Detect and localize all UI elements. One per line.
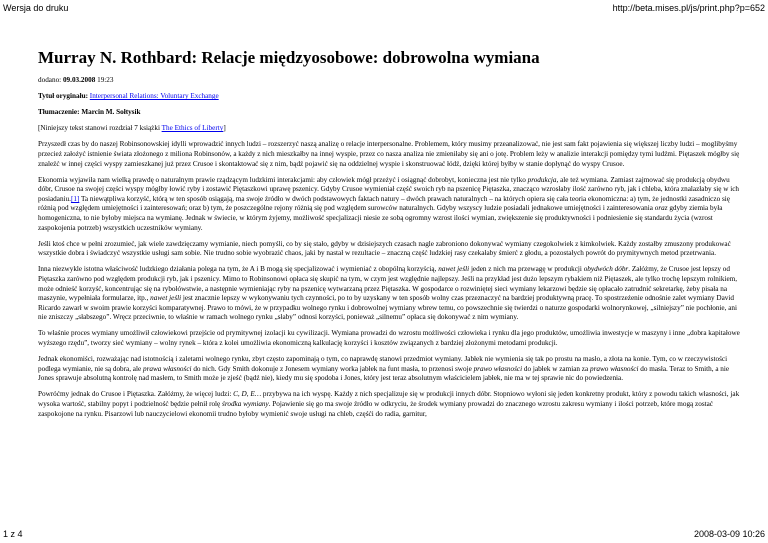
p2-emphasis-1: produkcja	[527, 175, 557, 184]
article-date	[38, 76, 740, 86]
source-note-prefix: [Niniejszy tekst stanowi rozdział 7 książki	[38, 124, 162, 133]
p2-text-b: , ale też wymiana. Zamiast zajmować się produkcją obydwu dóbr, Crusoe na swojej części wyspy mógłby łowić ryby i zostawić Piętaszkowi uprawę pszenicy. Gdyby Crusoe wymieniał część swoich ryb na pszenicę Piętaszka, znacząco wzrosłaby ilość zarówno ryb, jak i chleba, która znalazłaby się w ich posiadaniu.	[38, 175, 739, 203]
footnote-link-1[interactable]: [1]	[70, 194, 80, 203]
source-note-suffix: ]	[223, 124, 226, 133]
paragraph-5: To właśnie proces wymiany umożliwił człowiekowi przejście od prymitywnej izolacji ku cywilizacji. Wymiana prowadzi do wzrostu możliwości człowieka i rynku dla jego produktów, umożliwia inwestycje w maszyny i inne „dobra kapitałowe wyższego rzędu”, tworzy sieć wymiany – wolny rynek – która z kolei umożliwia ekonomiczną kalkulację korzyści i kosztów związanych z bardziej złożonymi metodami produkcji.	[38, 329, 740, 348]
added-date: 09.03.2008	[62, 76, 96, 84]
source-note	[38, 124, 740, 134]
p4-text-b: jeden z nich ma przewagę w produkcji	[469, 265, 584, 274]
print-timestamp: 2008-03-09 10:26	[693, 529, 765, 539]
p6-emphasis-1: prawa własności	[142, 364, 192, 373]
article	[38, 34, 740, 426]
p2-text-c: Ta niewątpliwa korzyść, którą w ten sposób osiągają, ma swoje źródło w dwóch podstawowych faktach natury – dwóch prawach naturalnych – na których opiera się cała teoria ekonomiczna: a) tym, że jednostki zasadniczo się różnią pod względem umiejętności i zainteresowań; oraz b) tym, że poszczególne rejony różnią się pod względem surowców naturalnych. Gdyby wszyscy ludzie posiadali jednakowe umiejętności i zainteresowania	[38, 194, 730, 213]
original-label: Tytuł oryginału:	[38, 92, 90, 101]
p6-text-d: do masła. Teraz to Smith, a nie Jones sprawuje absolutną kontrolę nad masłem, to Smith może je zjeść (bądź nie), kiedy mu się spodoba i Jones, który jest teraz absolutnym właścicielem jabłek, nie ma w tej sprawie nic do powiedzenia.	[38, 364, 730, 383]
p2-text-d: gdyby ziemia była homogeniczna, to nie byłoby miejsca na wymianę. Jednak w świecie, w którym żyjemy, możliwość specjalizacji niesie ze sobą ogromny wzrost ilości wymian, zwiększenie się produktywności i podniesienie się standardu życia (wzrost zaspokojenia potrzeb) wszystkich uczestników wymiany.	[38, 204, 723, 232]
paragraph-6	[38, 355, 740, 384]
p4-emphasis-3: nawet jeśli	[150, 294, 182, 303]
p6-emphasis-2: prawo własności	[473, 364, 523, 373]
p6-text-b: do nich. Gdy Smith dokonuje z Jonesem wymiany worka jabłek na funt masła, to przenosi swoje	[191, 364, 474, 373]
p4-text-c: . Załóżmy, że Crusoe jest lepszy od Piętaszka zarówno pod względem produkcji ryb, jak i pszenicy. Mimo to Robinsonowi opłaca się skupić na tym, w czym jest względnie najlepszy. Jeśli na przykład jest dużo lepszym rybakiem niż Piętaszek, ale tylko trochę lepszym rolnikiem, może odnieść korzyść, koncentrując się na rybołówstwie, a następnie wymieniając ryby na pszenicę wytwarzaną przez Piętaszka. W gospodarce o rozwiniętej sieci wymiany lekarzowi będzie się opłacało zatrudnić sekretarkę, żeby pisała na maszynie, wypełniała formularze, itp.,	[38, 265, 738, 303]
translator-line	[38, 108, 740, 118]
p6-text-a: Jednak ekonomiści, rozważając nad istotnością i zaletami wolnego rynku, zbyt często zapominają o tym, co naprawdę stanowi przedmiot wymiany. Jabłek nie wymienia się tak po prostu na masło, a złota na konie. Tym, co w rzeczywistości podlega wymianie, nie są dobra, ale	[38, 355, 728, 373]
p7-emphasis-2: środka wymiany	[222, 400, 269, 409]
print-header-url: http://beta.mises.pl/js/print.php?p=652	[612, 3, 765, 13]
p2-text-a: Ekonomia wyjawiła nam wielką prawdę o naturalnym prawie rządzącym ludzkimi interakcjami: aby człowiek mógł przeżyć i osiągnąć dobrobyt, konieczna jest nie tylko	[38, 175, 528, 184]
print-header-label: Wersja do druku	[3, 3, 69, 13]
book-link[interactable]: The Ethics of Liberty	[161, 124, 224, 133]
paragraph-2	[38, 176, 740, 234]
p6-emphasis-3: prawo własności	[589, 364, 639, 373]
p4-emphasis-2: obydwóch dóbr	[583, 265, 629, 274]
p4-text-a: Inna niezwykle istotna właściwość ludzkiego działania polega na tym, że A i B mogą się specjalizować i wymieniać z obopólną korzyścią,	[38, 265, 439, 274]
p7-text-c: . Pojawienie się go ma swoje źródło w odkryciu, że środek wymiany prowadzi do znacznego wzrostu zakresu wymiany i ilości potrzeb, które mogą zostać zaspokojone na rynku. Pisarzowi lub nauczycielowi ekonomii trudno byłoby wymienić swoje usługi na chleb, częśći do radia, garnitur,	[38, 400, 713, 418]
print-footer	[3, 529, 765, 541]
article-title: Murray N. Rothbard: Relacje międzyosobowe: dobrowolna wymiana	[38, 48, 540, 67]
paragraph-1: Przyszedł czas by do naszej Robinsonowskiej idylli wprowadzić innych ludzi – rozszerzyć naszą analizę o relacje interpersonalne. Problemem, który musimy przeanalizować, nie jest sam fakt pojawienia się większej liczby ludzi – moglibyśmy przecież założyć istnienie świata złożonego z miliona Robinsonów, a każdy z nich mieszkałby na innej wyspie, przez co nasza analiza nie zmieniłaby się ani o jotę. Problem leży w analizie interakcji pomiędzy tymi ludźmi. Piętaszek mógłby się znaleźć w innej części wyspy zamieszkanej już przez Crusoe i skontaktować się z nim, bądź pojawić się na oddzielnej wyspie i skonstruować łódź, dzięki której byłby w stanie dopłynąć do wyspy Crusoe.	[38, 140, 740, 168]
original-title-link[interactable]: Interpersonal Relations: Voluntary Exchange	[89, 92, 219, 101]
translator: Tłumaczenie: Marcin M. Sołtysik	[38, 108, 141, 117]
p4-text-d: jest znacznie lepszy w wykonywaniu tych czynności, po to by uzyskany w ten sposób wolny czas przeznaczyć na bardziej produktywną pracę. To spostrzeżenie odnośnie zalet wymiany David Ricardo zawarł w swoim prawie korzyści komparatywnej. Prawo to mówi, że w przypadku wolnego rynku i dobrowolnej wymiany wbrew temu, co powszechnie się twierdzi o naturze gospodarki wolnorynkowej, „silniejszy” nie pochłonie, ani nie zniszczy „słabszego”. Wręcz przeciwnie, to właśnie w ramach wolnego rynku „słaby” odnosi korzyści, ponieważ „silnemu” opłaca się dokonywać z nim wymiany.	[38, 294, 737, 322]
paragraph-4	[38, 265, 740, 323]
p7-text-b: przybywa na ich wyspę. Każdy z nich specjalizuje się w produkcji innych dóbr. Stopniowo wyłoni się jeden konkretny produkt, który z powodu takich własności, jak wysoka wartość, stabilny popyt i podzielność będzie pełnił rolę	[38, 390, 740, 409]
added-time: 19:23	[95, 76, 114, 84]
original-title-line	[38, 92, 740, 102]
p7-emphasis-1: C, D, E…	[233, 390, 262, 399]
p2-emphasis-2: oraz	[654, 204, 668, 213]
paragraph-3: Jeśli ktoś chce w pełni zrozumieć, jak wiele zawdzięczamy wymianie, niech pomyśli, co by się stało, gdyby w dzisiejszych czasach nagle zabroniono dokonywać wymiany czegokolwiek z kimkolwiek. Każdy zostałby zmuszony produkować wszystkie dobra i świadczyć wszystkie usługi sam sobie. Nie trudno sobie wyobrazić chaos, jaki by nastał w rezultacie – znaczną część ludzkiej rasy czekałaby śmierć z głodu, a pozostałych powrót do prymitywnych metod przetrwania.	[38, 239, 731, 258]
print-header	[3, 3, 765, 15]
p4-emphasis-1: nawet jeśli	[438, 265, 470, 274]
p6-text-c: do jabłek w zamian za	[522, 364, 590, 373]
added-label: dodano:	[38, 76, 63, 84]
p7-text-a: Powróćmy jednak do Crusoe i Piętaszka. Załóżmy, że więcej ludzi:	[38, 390, 234, 399]
page-counter: 1 z 4	[3, 529, 23, 539]
paragraph-7	[38, 390, 740, 419]
